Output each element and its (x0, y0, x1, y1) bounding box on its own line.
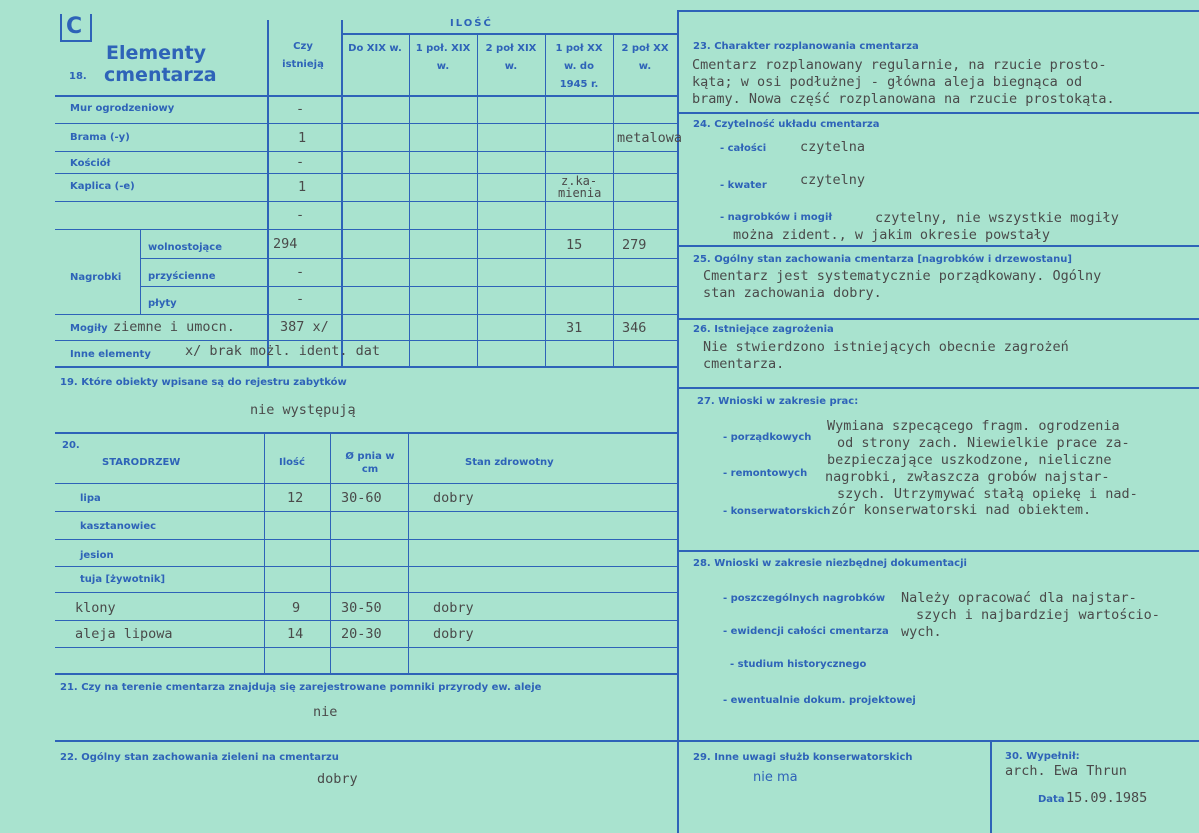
nagrobki-label: Nagrobki (70, 272, 122, 283)
r-hline-24 (678, 112, 1199, 114)
s21-question: 21. Czy na terenie cmentarza znajdują się zarejestrowane pomniki przyrody ew. aleje (60, 682, 542, 693)
inne-label: Inne elementy (70, 349, 151, 360)
s20-row-diam: 20-30 (341, 626, 382, 642)
s27-line2: od strony zach. Niewielkie prace za- (837, 435, 1130, 451)
brama-value: 1 (298, 130, 307, 146)
s19-question: 19. Które obiekty wpisane są do rejestru zabytków (60, 377, 347, 388)
title-line1: Elementy (106, 42, 207, 64)
s20-row-name: tuja [żywotnik] (80, 574, 166, 585)
s20-row-health: dobry (433, 626, 474, 642)
wolnostojace-label: wolnostojące (148, 242, 223, 253)
s20-col-diam: Ø pnia w cm (345, 451, 395, 475)
s29-question: 29. Inne uwagi służb konserwatorskich (693, 752, 913, 763)
s20-row-health: dobry (433, 600, 474, 616)
s27-line6: zór konserwatorski nad obiektem. (831, 502, 1092, 518)
s20-hline-4 (55, 592, 678, 593)
s28-line1: Należy opracować dla najstar- (901, 590, 1137, 606)
s23-line1: Cmentarz rozplanowany regularnie, na rzucie prosto- (692, 57, 1107, 73)
s27-question: 27. Wnioski w zakresie prac: (697, 396, 859, 407)
s28-line2: szych i najbardziej wartościo- (916, 607, 1160, 623)
s20-header-bottom (55, 483, 678, 484)
s20-vline-2 (330, 433, 331, 674)
blank-row-value: - (296, 207, 305, 223)
s27-line1: Wymiana szpecącego fragm. ogrodzenia (827, 418, 1120, 434)
s24-nagrobkow-value2: można zident., w jakim okresie powstały (733, 227, 1050, 243)
s28-ewidencji: - ewidencji całości cmentarza (723, 626, 889, 637)
s26-line2: cmentarza. (703, 356, 785, 372)
kaplica-value: 1 (298, 179, 307, 195)
s21-answer: nie (313, 704, 338, 720)
s20-row-name: aleja lipowa (75, 626, 173, 642)
s28-question: 28. Wnioski w zakresie niezbędnej dokumentacji (693, 558, 967, 569)
s24-nagrobkow-label: - nagrobków i mogił (720, 212, 833, 223)
s28-poszczegolnych: - poszczególnych nagrobków (723, 593, 886, 604)
s20-hline-2 (55, 539, 678, 540)
s30-date-label: Data (1038, 794, 1065, 805)
s24-kwater-value: czytelny (800, 172, 866, 188)
kaplica-note-line1: z.ka- (561, 174, 598, 188)
col-exists-header: Czy istnieją (282, 41, 324, 70)
hline-6 (140, 258, 678, 259)
r-hline-29 (678, 740, 1199, 742)
section-18-number: 18. (69, 71, 87, 82)
plyty-label: płyty (148, 298, 177, 309)
brama-label: Brama (-y) (70, 132, 130, 143)
wolnostojace-1pol-xx: 15 (566, 237, 583, 253)
kosciol-label: Kościół (70, 158, 111, 169)
s27-konserwatorskich: - konserwatorskich (723, 506, 831, 517)
s24-calosci-value: czytelna (800, 139, 866, 155)
mur-label: Mur ogrodzeniowy (70, 103, 175, 114)
s28-studium: - studium historycznego (730, 659, 867, 670)
s20-row-name: klony (75, 600, 116, 616)
ilosc-under-line (341, 33, 678, 35)
s20-hline-5 (55, 620, 678, 621)
hline-10 (55, 366, 678, 368)
s26-question: 26. Istniejące zagrożenia (693, 324, 834, 335)
s25-line2: stan zachowania dobry. (703, 285, 882, 301)
ilosc-header: ILOŚĆ (450, 18, 493, 29)
kosciol-value: - (296, 154, 305, 170)
s20-row-name: jesion (80, 550, 114, 561)
s28-ewentualnie: - ewentualnie dokum. projektowej (723, 695, 916, 706)
s22-question: 22. Ogólny stan zachowania zieleni na cmentarzu (60, 752, 339, 763)
title-line2: cmentarza (104, 64, 217, 86)
s20-row-name: lipa (80, 493, 101, 504)
s19-answer: nie występują (250, 402, 356, 418)
s20-top-line (55, 432, 678, 434)
s23-line3: bramy. Nowa część rozplanowana na rzucie prostokąta. (692, 91, 1115, 107)
przyscienne-label: przyścienne (148, 271, 216, 282)
s22-answer: dobry (317, 771, 358, 787)
s20-row-count: 12 (287, 490, 304, 506)
hline-2 (55, 151, 678, 152)
r-hline-27 (678, 387, 1199, 389)
s20-row-diam: 30-60 (341, 490, 382, 506)
hline-4 (55, 201, 678, 202)
kaplica-label: Kaplica (-e) (70, 181, 135, 192)
s20-col-count: Ilość (279, 457, 305, 468)
hline-7 (140, 286, 678, 287)
s27-porzadkowych: - porządkowych (723, 432, 812, 443)
mogily-type: ziemne i umocn. (113, 319, 235, 335)
r-hline-26 (678, 318, 1199, 320)
s20-number: 20. (62, 440, 80, 451)
wolnostojace-2pol-xx: 279 (622, 237, 647, 253)
s30-question: 30. Wypełnił: (1005, 751, 1080, 762)
s29-answer: nie ma (753, 770, 798, 785)
s27-line4: nagrobki, zwłaszcza grobów najstar- (825, 469, 1110, 485)
s24-question: 24. Czytelność układu cmentarza (693, 119, 880, 130)
s20-col-name: STARODRZEW (102, 457, 181, 468)
r-hline-28 (678, 550, 1199, 552)
kaplica-note-line2: mienia (558, 186, 602, 200)
s30-date: 15.09.1985 (1066, 790, 1148, 806)
s20-col-health: Stan zdrowotny (465, 457, 554, 468)
col-do-xix-header: Do XIX w. (348, 43, 402, 54)
border-top (678, 10, 1199, 12)
s20-row-count: 9 (292, 600, 301, 616)
s27-line5: szych. Utrzymywać stałą opiekę i nad- (837, 486, 1138, 502)
s27-line3: bezpieczające uszkodzone, nieliczne (827, 452, 1112, 468)
s20-vline-1 (264, 433, 265, 674)
s20-hline-1 (55, 511, 678, 512)
s20-row-diam: 30-50 (341, 600, 382, 616)
s20-vline-3 (408, 433, 409, 674)
col-2pol-xx-header: 2 poł XX w. (621, 43, 669, 72)
inne-note: x/ brak możl. ident. dat (185, 343, 381, 359)
col-1pol-xx-header: 1 poł XX w. do 1945 r. (555, 43, 603, 90)
s20-hline-6 (55, 647, 678, 648)
mur-value: - (296, 101, 305, 117)
s25-line1: Cmentarz jest systematycznie porządkowany. Ogólny (703, 268, 1102, 284)
s20-row-health: dobry (433, 490, 474, 506)
mogily-2pol-xx: 346 (622, 320, 647, 336)
s30-name: arch. Ewa Thrun (1005, 763, 1127, 779)
s23-question: 23. Charakter rozplanowania cmentarza (693, 41, 919, 52)
s20-row-name: kasztanowiec (80, 521, 157, 532)
s26-line1: Nie stwierdzono istniejących obecnie zagrożeń (703, 339, 1069, 355)
s21-bottom-line (55, 740, 678, 742)
plyty-value: - (296, 291, 305, 307)
r-hline-25 (678, 245, 1199, 247)
s24-nagrobkow-value1: czytelny, nie wszystkie mogiły (875, 210, 1119, 226)
hline-9 (55, 340, 678, 341)
s23-line2: kąta; w osi podłużnej - główna aleja biegnąca od (692, 74, 1083, 90)
mogily-total: 387 x/ (280, 319, 329, 335)
vline-nagrobki (140, 230, 141, 314)
s24-kwater-label: - kwater (720, 180, 767, 191)
hline-5 (55, 229, 678, 230)
hline-1 (55, 123, 678, 124)
s24-calosci-label: - całości (720, 143, 767, 154)
col-2pol-xix-header: 2 poł XIX w. (485, 43, 537, 72)
s20-hline-3 (55, 566, 678, 567)
header-bottom-line (55, 95, 678, 97)
letter-c: C (66, 14, 83, 39)
brama-note: metalowa (617, 130, 683, 146)
s28-line3: wych. (901, 624, 942, 640)
s20-hline-7 (55, 673, 678, 675)
mogily-label: Mogiły (70, 323, 108, 334)
r-vline-30 (990, 741, 992, 833)
col-1pol-xix-header: 1 poł. XIX w. (415, 43, 471, 72)
przyscienne-value: - (296, 264, 305, 280)
s27-remontowych: - remontowych (723, 468, 808, 479)
s20-row-count: 14 (287, 626, 304, 642)
s25-question: 25. Ogólny stan zachowania cmentarza [nagrobków i drzewostanu] (693, 254, 1072, 265)
wolnostojace-total: 294 (273, 236, 298, 252)
hline-8 (55, 314, 678, 315)
mogily-1pol-xx: 31 (566, 320, 583, 336)
